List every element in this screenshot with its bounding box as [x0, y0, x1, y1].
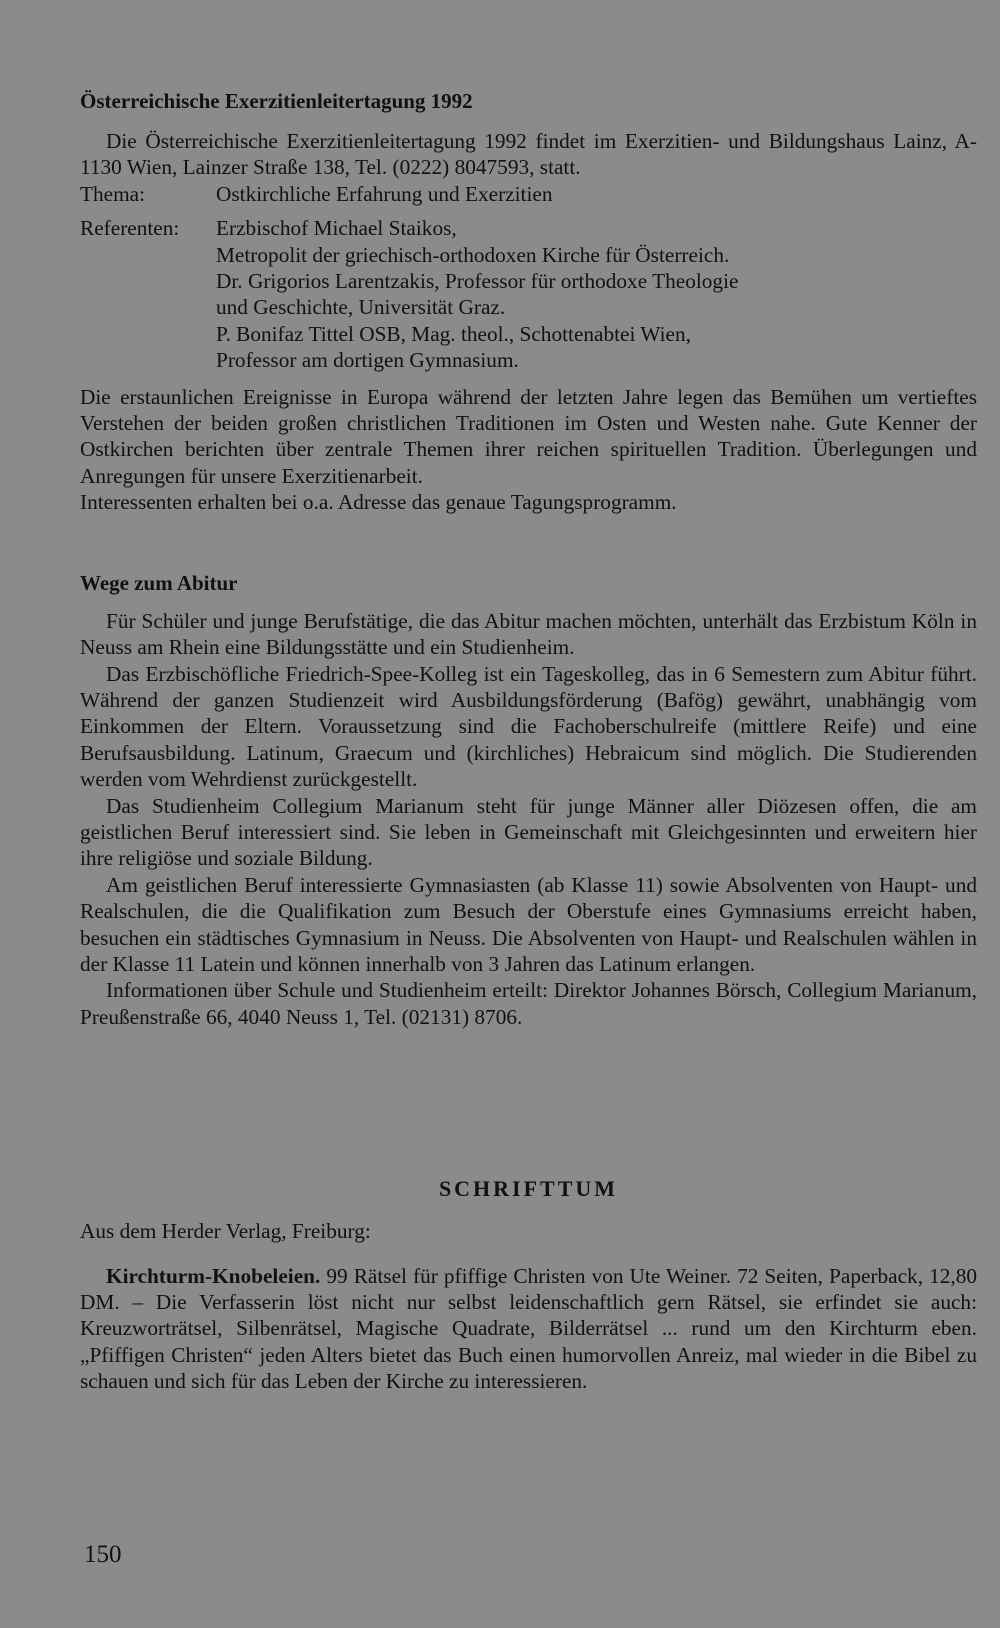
referenten-row [80, 215, 977, 373]
paragraph: Das Studienheim Collegium Marianum steht für junge Männer aller Diözesen offen, die am geistlichen Beruf interessiert sind. Sie leben in Gemeinschaft mit Gleichgesinnten und erweitern hier ihre religiöse und soziale Bildung. [80, 793, 977, 871]
section-heading-exerzitien: Österreichische Exerzitienleitertagung 1992 [80, 89, 473, 113]
referenten-label: Referenten: [80, 216, 180, 241]
thema-row [80, 181, 977, 207]
abitur-text [80, 608, 977, 1031]
publisher-line: Aus dem Herder Verlag, Freiburg: [80, 1219, 371, 1244]
paragraph-body: Die erstaunlichen Ereignisse in Europa während der letzten Jahre legen das Bemühen um vertieftes Verstehen der beiden großen christlichen Traditionen im Osten und Westen nahe. Gute Kenner der Ostkirchen berichten über zentrale Themen ihrer reichen spirituellen Tradition. Überlegungen und Anregungen für unsere Exerzitienarbeit. [80, 384, 977, 488]
book-text: 99 Rätsel für pfiffige Christen von Ute Weiner. 72 Seiten, Paperback, 12,80 DM. – Die Verfasserin löst nicht nur selbst leidenschaftlich gern Rätsel, sie erfindet sie auch: Kreuzworträtsel, Silbenrätsel, Magische Quadrate, Bilderrätsel ... rund um den Kirchturm eben. „Pfiffigen Christen“ jeden Alters bietet das Buch einen humorvollen Anreiz, mal wieder in die Bibel zu schauen und sich für das Leben der Kirche zu interessieren. [80, 1263, 977, 1394]
paragraph-closing: Interessenten erhalten bei o.a. Adresse das genaue Tagungsprogramm. [80, 490, 677, 515]
referent-line: Erzbischof Michael Staikos, [216, 216, 457, 241]
page-number: 150 [84, 1541, 122, 1568]
referent-line: Dr. Grigorios Larentzakis, Professor für orthodoxe Theologie [216, 269, 739, 294]
book-review [80, 1263, 977, 1395]
referent-line: Metropolit der griechisch-orthodoxen Kirche für Österreich. [216, 242, 730, 267]
referent-line: und Geschichte, Universität Graz. [216, 295, 506, 320]
section-heading-schrifttum: SCHRIFTTUM [438, 1176, 619, 1202]
book-title: Kirchturm-Knobeleien. [106, 1263, 321, 1288]
paragraph: Das Erzbischöfliche Friedrich-Spee-Kolleg ist ein Tageskolleg, das in 6 Semestern zum Abitur führt. Während der ganzen Studienzeit wird Ausbildungsförderung (Bafög) gewährt, unabhängig vom Einkommen der Eltern. Voraussetzung sind die Fachoberschulreife (mittlere Reife) und eine Berufsausbildung. Latinum, Graecum und (kirchliches) Hebraicum sind möglich. Die Studierenden werden vom Wehrdienst zurückgestellt. [80, 661, 977, 792]
referenten-list [216, 215, 738, 373]
referent-line: P. Bonifaz Tittel OSB, Mag. theol., Schottenabtei Wien, [216, 321, 691, 346]
paragraph: Informationen über Schule und Studienheim erteilt: Direktor Johannes Börsch, Collegium Marianum, Preußenstraße 66, 4040 Neuss 1, Tel. (02131) 8706. [80, 978, 977, 1029]
paragraph: Für Schüler und junge Berufstätige, die das Abitur machen möchten, unterhält das Erzbistum Köln in Neuss am Rhein eine Bildungsstätte und ein Studienheim. [80, 608, 977, 660]
section-heading-abitur: Wege zum Abitur [80, 570, 238, 595]
thema-label: Thema: [80, 181, 146, 206]
document-page [80, 82, 977, 1395]
paragraph-intro: Die Österreichische Exerzitienleitertagung 1992 findet im Exerzitien- und Bildungshaus Lainz, A-1130 Wien, Lainzer Straße 138, Tel. (0222) 8047593, statt. [80, 129, 977, 180]
referent-line: Professor am dortigen Gymnasium. [216, 348, 519, 373]
thema-value: Ostkirchliche Erfahrung und Exerzitien [216, 181, 553, 206]
paragraph: Am geistlichen Beruf interessierte Gymnasiasten (ab Klasse 11) sowie Absolventen von Haupt- und Realschulen, die die Qualifikation zum Besuch der Oberstufe eines Gymnasiums erreicht haben, besuchen ein städtisches Gymnasium in Neuss. Die Absolventen von Haupt- und Realschulen wählen in der Klasse 11 Latein und können innerhalb von 3 Jahren das Latinum erlangen. [80, 872, 977, 976]
